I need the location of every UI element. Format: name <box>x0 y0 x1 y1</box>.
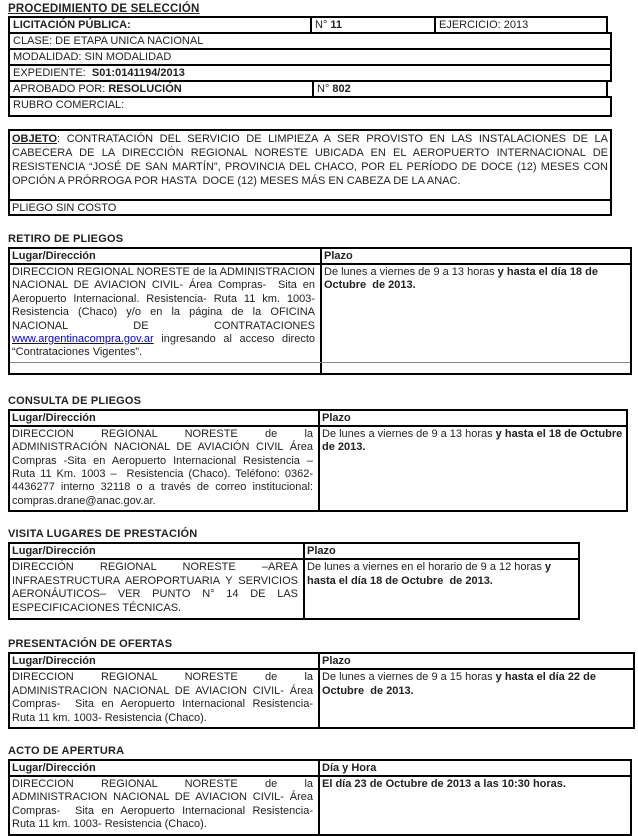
col-header-lugar: Lugar/Dirección <box>10 411 320 425</box>
licitacion-number <box>310 18 434 32</box>
table-header-row <box>10 761 630 777</box>
text-segment: DIRECCIÓN REGIONAL NORESTE –AREA INFRAESTRUCTURA AEROPORTUARIA Y SERVICIOS AERONÁUTICOS– VER PUNTO N° 14 DE LAS ESPECIFICACIONES TÉCNICAS. <box>12 561 298 614</box>
resolucion-number <box>312 82 606 96</box>
table-header-row <box>10 654 633 670</box>
text-segment: y hasta el día 22 de Octubre de 2013. <box>322 671 596 697</box>
section-heading-retiro-de-pliegos: RETIRO DE PLIEGOS <box>8 233 124 245</box>
pliego-box: PLIEGO SIN COSTO <box>8 199 612 216</box>
text-segment: RESOLUCIÓN <box>108 83 182 95</box>
expediente-value <box>10 66 610 80</box>
section-heading-consulta-de-pliegos: CONSULTA DE PLIEGOS <box>8 394 142 407</box>
licitacion-label <box>10 18 310 32</box>
empty-row <box>10 362 630 373</box>
section-heading-acto-de-apertura: ACTO DE APERTURA <box>8 744 125 757</box>
presentacion-table <box>8 652 635 729</box>
plazo-cell <box>322 265 630 362</box>
text-segment: 802 <box>332 83 351 95</box>
table-row <box>8 48 612 66</box>
objeto-box <box>8 129 612 201</box>
page-title: PROCEDIMIENTO DE SELECCIÓN <box>8 3 200 15</box>
table-header-row <box>10 544 578 560</box>
table-header-row <box>10 411 626 427</box>
table-row <box>10 777 630 834</box>
col-header-dia-hora: Día y Hora <box>322 761 377 774</box>
lugar-cell <box>10 560 305 618</box>
text-segment: El día 23 de Octubre de 2013 a las 10:30 horas. <box>322 777 566 790</box>
lugar-cell <box>10 670 320 727</box>
table-row <box>8 16 608 34</box>
plazo-cell <box>305 560 578 618</box>
acto-table <box>8 759 632 836</box>
table-row <box>10 427 626 510</box>
empty-cell <box>10 363 322 373</box>
rubro-value: RUBRO COMERCIAL: <box>13 99 125 111</box>
argentinacompra-link[interactable]: www.argentinacompra.gov.ar <box>12 333 154 346</box>
lugar-cell <box>10 777 320 834</box>
text-segment: : CONTRATACIÓN DEL SERVICIO DE LIMPIEZA A SER PROVISTO EN LAS INSTALACIONES DE LA CABECERA DE LA DIRECCIÓN REGIONAL NORESTE UBICADA EN EL AEROPUERTO INTERNACIONAL DE RESISTENCIA “JOSÉ DE SAN MARTÍN”, PROVINCIA DEL CHACO, POR EL PERÍODO DE DOCE (12) MESES CON OPCIÓN A PRÓRROGA POR HASTA DOCE (12) MESES MÁS EN CABEZA DE LA ANAC. <box>12 133 608 187</box>
table-row <box>8 96 612 117</box>
text-segment: y hasta el día 18 de Octubre de 2013. <box>324 266 598 292</box>
table-row <box>10 670 633 727</box>
lugar-cell <box>10 427 320 510</box>
text-segment: S01:0141194/2013 <box>91 67 185 79</box>
text-segment: ingresando al acceso directo “Contrataciones Vigentes”. <box>12 333 315 359</box>
ejercicio-value: EJERCICIO: 2013 <box>434 18 606 32</box>
table-header-row <box>10 249 630 265</box>
section-heading-visita-lugares: VISITA LUGARES DE PRESTACIÓN <box>8 528 198 541</box>
table-row <box>8 32 612 50</box>
section-heading-presentacion-de-ofertas: PRESENTACIÓN DE OFERTAS <box>8 638 173 651</box>
col-header-lugar: Lugar/Dirección <box>10 761 320 775</box>
text-segment: N° <box>315 19 331 31</box>
text-segment: DIRECCION REGIONAL NORESTE de la ADMINISTRACIÓN NACIONAL DE AVIACIÓN CIVIL Área Compras -Sita en Aeropuerto Internacional Resistencia – Ruta 11 Km. 1003 – Resistencia (Chaco). Teléfono: 0362-4436277 interno 32118 o a través de correo institucional: compras.drane@anac.gov.ar. <box>12 427 313 507</box>
retiro-table <box>8 247 632 375</box>
plazo-cell <box>320 670 633 727</box>
text-segment: DIRECCION REGIONAL NORESTE de la ADMINISTRACION NACIONAL DE AVIACION CIVIL- Área Compras- Sita en Aeropuerto Internacional Resistencia- Ruta 11 km. 1003- Resistencia (Chaco). <box>12 671 313 724</box>
text-segment: APROBADO POR: <box>13 83 109 95</box>
text-segment: EXPEDIENTE: <box>13 67 92 79</box>
text-segment: y hasta el 18 de Octubre de 2013. <box>322 427 623 454</box>
lugar-cell <box>10 265 322 362</box>
clase-value: CLASE: DE ETAPA UNICA NACIONAL <box>13 35 204 47</box>
col-header-plazo: Plazo <box>307 545 336 558</box>
col-header-plazo: Plazo <box>324 250 353 262</box>
col-header-plazo: Plazo <box>322 411 351 424</box>
plazo-cell <box>320 427 626 510</box>
col-header-lugar: Lugar/Dirección <box>10 654 320 668</box>
dia-hora-cell <box>320 777 630 834</box>
col-header-lugar: Lugar/Dirección <box>10 249 322 263</box>
text-segment: 11 <box>330 19 343 31</box>
aprobado-value <box>10 82 312 96</box>
table-row <box>8 80 608 98</box>
visita-table <box>8 542 580 620</box>
empty-cell <box>322 363 630 373</box>
text-segment: OBJETO <box>12 133 58 145</box>
text-segment: DIRECCION REGIONAL NORESTE de la ADMINISTRACION NACIONAL DE AVIACION CIVIL- Área Compras- Sita en Aeropuerto Internacional Resistencia- Ruta 11 km. 1003- Resistencia (Chaco). <box>12 777 313 831</box>
table-row <box>10 560 578 618</box>
modalidad-value: MODALIDAD: SIN MODALIDAD <box>13 51 172 63</box>
table-row <box>10 265 630 362</box>
text-segment: N° <box>317 83 333 95</box>
text-segment: y hasta el día 18 de Octubre de 2013. <box>307 561 551 587</box>
text-segment: De lunes a viernes en el horario de 9 a 12 horas <box>307 561 545 574</box>
text-segment: De lunes a viernes de 9 a 13 horas <box>322 427 496 440</box>
consulta-table <box>8 409 628 512</box>
col-header-lugar: Lugar/Dirección <box>10 544 305 558</box>
procedure-info-table <box>8 16 638 117</box>
text-segment: De lunes a viernes de 9 a 13 horas <box>324 266 498 278</box>
text-segment: DIRECCION REGIONAL NORESTE de la ADMINISTRACION NACIONAL DE AVIACION CIVIL- Área Compras- Sita en Aeropuerto Internacional. Resistencia- Ruta 11 km. 1003- Resistencia (Chaco) y/o en la página de la OFICINA NACIONAL DE CONTRATACIONES <box>12 266 315 332</box>
text-segment: LICITACIÓN PÚBLICA: <box>13 19 131 31</box>
col-header-plazo: Plazo <box>322 655 351 668</box>
text-segment: De lunes a viernes de 9 a 15 horas <box>322 671 496 684</box>
table-row <box>8 64 612 82</box>
